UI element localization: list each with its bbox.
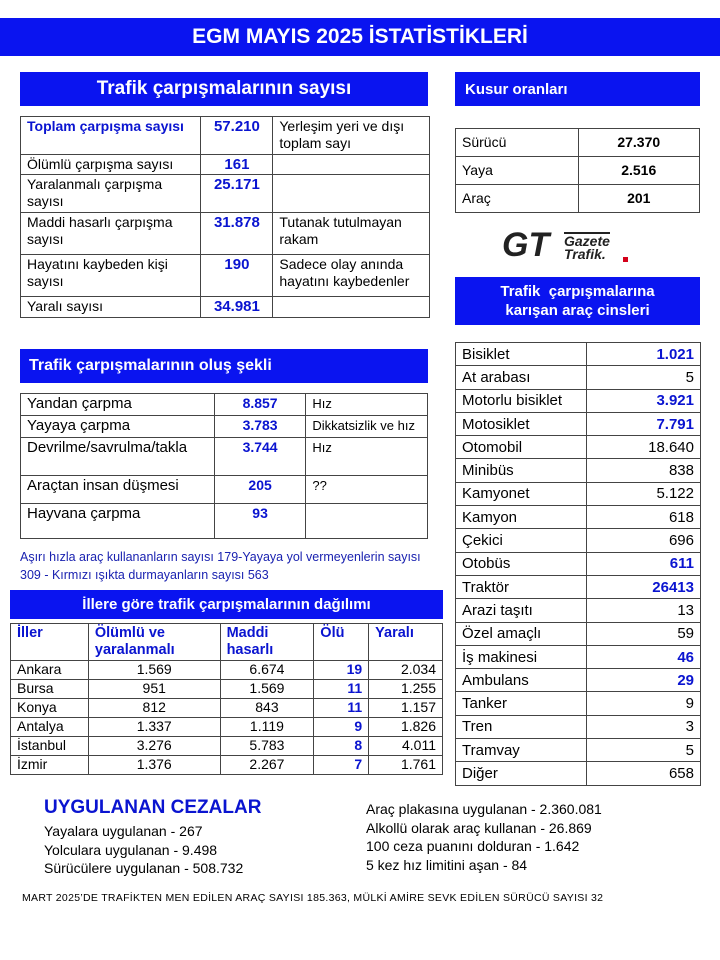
provinces-heading: İllere göre trafik çarpışmalarının dağılımı <box>10 590 443 619</box>
vehicle-value: 13 <box>586 599 700 622</box>
vehicle-value: 26413 <box>586 575 700 598</box>
province-cell: 812 <box>88 699 220 718</box>
manner-value: 8.857 <box>214 394 306 416</box>
vehicle-row <box>456 575 701 598</box>
crash-value: 34.981 <box>201 297 273 318</box>
vehicle-label: Ambulans <box>456 669 587 692</box>
vehicle-label: Tanker <box>456 692 587 715</box>
vehicle-value: 46 <box>586 645 700 668</box>
province-cell: 1.569 <box>88 661 220 680</box>
vehicle-value: 7.791 <box>586 412 700 435</box>
crash-label: Yaralı sayısı <box>21 297 201 318</box>
province-cell: 2.267 <box>220 756 314 775</box>
province-cell: 11 <box>314 680 369 699</box>
crash-value: 57.210 <box>201 117 273 155</box>
vehicles-table <box>455 342 701 786</box>
penalty-item: 5 kez hız limitini aşan - 84 <box>366 856 528 873</box>
province-cell: 2.034 <box>369 661 443 680</box>
crash-note <box>273 297 430 318</box>
crash-label: Ölümlü çarpışma sayısı <box>21 155 201 175</box>
manner-row <box>21 504 428 539</box>
fault-label: Yaya <box>456 157 579 185</box>
vehicle-value: 5 <box>586 366 700 389</box>
crash-row <box>21 297 430 318</box>
crash-label: Toplam çarpışma sayısı <box>21 117 201 155</box>
vehicle-row <box>456 669 701 692</box>
province-cell: 1.157 <box>369 699 443 718</box>
vehicle-value: 618 <box>586 506 700 529</box>
vehicle-label: Tramvay <box>456 739 587 762</box>
logo-gt: GT <box>502 226 550 264</box>
vehicle-label: Kamyonet <box>456 482 587 505</box>
logo-line2: Trafik. <box>564 246 606 262</box>
vehicle-label: Minibüs <box>456 459 587 482</box>
provinces-header-cell: Ölümlü ve yaralanmalı <box>88 624 220 661</box>
province-cell: 19 <box>314 661 369 680</box>
vehicle-row <box>456 529 701 552</box>
province-cell: 1.826 <box>369 718 443 737</box>
vehicle-value: 611 <box>586 552 700 575</box>
crash-row <box>21 117 430 155</box>
province-cell: 951 <box>88 680 220 699</box>
penalties-left <box>44 822 243 878</box>
manner-row <box>21 416 428 438</box>
vehicle-value: 9 <box>586 692 700 715</box>
logo-line1: Gazete <box>564 233 610 249</box>
manner-label: Araçtan insan düşmesi <box>21 476 215 504</box>
crash-label: Maddi hasarlı çarpışma sayısı <box>21 213 201 255</box>
crashes-table <box>20 116 430 318</box>
vehicles-heading <box>455 277 700 325</box>
vehicle-value: 838 <box>586 459 700 482</box>
vehicle-label: Arazi taşıtı <box>456 599 587 622</box>
penalty-item: Yolculara uygulanan - 9.498 <box>44 841 218 858</box>
page-title: EGM MAYIS 2025 İSTATİSTİKLERİ <box>0 18 720 56</box>
manner-label: Yayaya çarpma <box>21 416 215 438</box>
penalty-item: Sürücülere uygulanan - 508.732 <box>44 860 244 876</box>
penalties-right <box>366 800 602 874</box>
provinces-header-cell: Maddi hasarlı <box>220 624 314 661</box>
vehicle-label: Traktör <box>456 575 587 598</box>
provinces-header-cell: Ölü <box>314 624 369 661</box>
province-cell: 1.119 <box>220 718 314 737</box>
manner-note: Dikkatsizlik ve hız <box>306 416 428 438</box>
manner-row <box>21 438 428 476</box>
manner-label: Hayvana çarpma <box>21 504 215 539</box>
provinces-header-row <box>11 624 443 661</box>
manner-note: Aşırı hızla araç kullananların sayısı 179-Yayaya yol vermeyenlerin sayısı 309 - Kırmızı ışıkta durmayanların sayısı 563 <box>20 550 421 582</box>
vehicle-label: At arabası <box>456 366 587 389</box>
gazete-trafik-logo <box>502 226 637 266</box>
manner-value: 3.783 <box>214 416 306 438</box>
manner-value: 205 <box>214 476 306 504</box>
logo-dot-icon <box>623 257 628 262</box>
vehicle-label: Diğer <box>456 762 587 785</box>
vehicle-label: Otomobil <box>456 436 587 459</box>
province-row <box>11 756 443 775</box>
vehicle-label: Motorlu bisiklet <box>456 389 587 412</box>
vehicle-value: 3.921 <box>586 389 700 412</box>
penalty-item: 100 ceza puanını dolduran - 1.642 <box>366 838 580 854</box>
crash-row <box>21 213 430 255</box>
crash-row <box>21 175 430 213</box>
province-name: Antalya <box>11 718 89 737</box>
vehicle-label: Tren <box>456 715 587 738</box>
province-cell: 9 <box>314 718 369 737</box>
fault-value: 201 <box>578 185 700 213</box>
vehicle-value: 658 <box>586 762 700 785</box>
vehicle-row <box>456 599 701 622</box>
penalties-heading: UYGULANAN CEZALAR <box>44 797 262 818</box>
crash-note <box>273 175 430 213</box>
vehicle-row <box>456 762 701 785</box>
province-row <box>11 718 443 737</box>
province-cell: 1.376 <box>88 756 220 775</box>
crash-note: Sadece olay anında hayatını kaybedenler <box>273 255 430 297</box>
manner-note: ?? <box>306 476 428 504</box>
province-row <box>11 680 443 699</box>
manner-label: Yandan çarpma <box>21 394 215 416</box>
provinces-header-cell: İller <box>11 624 89 661</box>
province-name: İstanbul <box>11 737 89 756</box>
manner-note: Hız <box>306 438 428 476</box>
vehicle-value: 1.021 <box>586 343 700 366</box>
manner-row <box>21 476 428 504</box>
province-cell: 1.569 <box>220 680 314 699</box>
fault-row <box>456 185 700 213</box>
manner-table <box>20 393 428 539</box>
manner-note <box>306 504 428 539</box>
crash-value: 190 <box>201 255 273 297</box>
vehicle-value: 59 <box>586 622 700 645</box>
manner-value: 3.744 <box>214 438 306 476</box>
vehicles-heading-line1: Trafik çarpışmalarına <box>500 283 655 300</box>
crash-label: Hayatını kaybeden kişi sayısı <box>21 255 201 297</box>
vehicles-heading-line2: karışan araç cinsleri <box>505 302 650 319</box>
crash-note: Tutanak tutulmayan rakam <box>273 213 430 255</box>
crash-row <box>21 155 430 175</box>
vehicle-row <box>456 552 701 575</box>
province-cell: 4.011 <box>369 737 443 756</box>
vehicle-label: Özel amaçlı <box>456 622 587 645</box>
vehicle-value: 5 <box>586 739 700 762</box>
manner-heading: Trafik çarpışmalarının oluş şekli <box>20 349 428 383</box>
province-cell: 3.276 <box>88 737 220 756</box>
provinces-table <box>10 623 443 775</box>
fault-label: Araç <box>456 185 579 213</box>
manner-note: Hız <box>306 394 428 416</box>
fault-heading: Kusur oranları <box>455 72 700 106</box>
province-name: İzmir <box>11 756 89 775</box>
vehicle-row <box>456 622 701 645</box>
province-row <box>11 737 443 756</box>
vehicle-value: 3 <box>586 715 700 738</box>
vehicle-row <box>456 739 701 762</box>
manner-value: 93 <box>214 504 306 539</box>
fault-table <box>455 128 700 213</box>
vehicle-row <box>456 389 701 412</box>
vehicle-label: İş makinesi <box>456 645 587 668</box>
vehicle-value: 5.122 <box>586 482 700 505</box>
vehicle-row <box>456 506 701 529</box>
province-name: Bursa <box>11 680 89 699</box>
province-row <box>11 661 443 680</box>
penalty-item: Alkollü olarak araç kullanan - 26.869 <box>366 819 592 836</box>
crash-value: 25.171 <box>201 175 273 213</box>
crash-value: 31.878 <box>201 213 273 255</box>
vehicle-label: Bisiklet <box>456 343 587 366</box>
vehicle-row <box>456 366 701 389</box>
vehicle-value: 18.640 <box>586 436 700 459</box>
crashes-heading: Trafik çarpışmalarının sayısı <box>20 72 428 106</box>
province-name: Konya <box>11 699 89 718</box>
vehicle-row <box>456 645 701 668</box>
crash-value: 161 <box>201 155 273 175</box>
province-name: Ankara <box>11 661 89 680</box>
province-cell: 1.761 <box>369 756 443 775</box>
province-row <box>11 699 443 718</box>
manner-label: Devrilme/savrulma/takla <box>21 438 215 476</box>
provinces-header-cell: Yaralı <box>369 624 443 661</box>
province-cell: 8 <box>314 737 369 756</box>
vehicle-value: 696 <box>586 529 700 552</box>
province-cell: 7 <box>314 756 369 775</box>
province-cell: 5.783 <box>220 737 314 756</box>
vehicle-row <box>456 343 701 366</box>
province-cell: 6.674 <box>220 661 314 680</box>
province-cell: 1.255 <box>369 680 443 699</box>
fault-row <box>456 129 700 157</box>
penalty-item: Araç plakasına uygulanan - 2.360.081 <box>366 801 602 817</box>
vehicle-label: Motosiklet <box>456 412 587 435</box>
province-cell: 1.337 <box>88 718 220 737</box>
crash-label: Yaralanmalı çarpışma sayısı <box>21 175 201 213</box>
vehicle-row <box>456 436 701 459</box>
fault-label: Sürücü <box>456 129 579 157</box>
vehicle-value: 29 <box>586 669 700 692</box>
manner-row <box>21 394 428 416</box>
vehicle-label: Kamyon <box>456 506 587 529</box>
fault-value: 2.516 <box>578 157 700 185</box>
crash-note: Yerleşim yeri ve dışı toplam sayı <box>273 117 430 155</box>
crash-row <box>21 255 430 297</box>
penalty-item: Yayalara uygulanan - 267 <box>44 823 203 839</box>
vehicle-label: Otobüs <box>456 552 587 575</box>
footer-note: MART 2025’DE TRAFİKTEN MEN EDİLEN ARAÇ SAYISI 185.363, MÜLKİ AMİRE SEVK EDİLEN SÜRÜCÜ SAYISI 32 <box>22 892 604 904</box>
province-cell: 11 <box>314 699 369 718</box>
fault-row <box>456 157 700 185</box>
crash-note <box>273 155 430 175</box>
province-cell: 843 <box>220 699 314 718</box>
vehicle-row <box>456 412 701 435</box>
vehicle-row <box>456 482 701 505</box>
vehicle-row <box>456 692 701 715</box>
fault-value: 27.370 <box>578 129 700 157</box>
vehicle-row <box>456 715 701 738</box>
vehicle-label: Çekici <box>456 529 587 552</box>
vehicle-row <box>456 459 701 482</box>
